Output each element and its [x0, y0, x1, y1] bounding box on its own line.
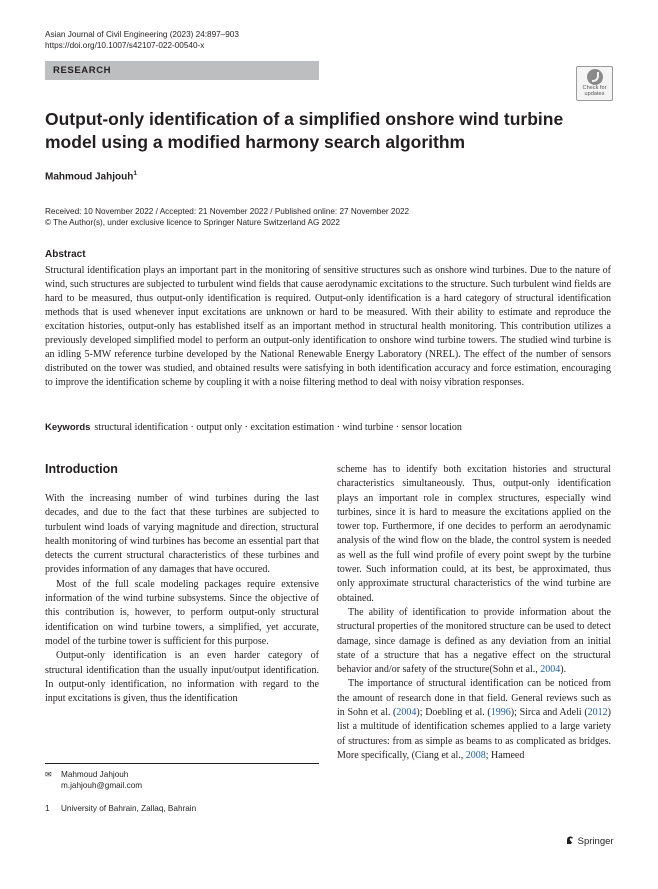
check-updates-line2: updates [584, 91, 605, 97]
intro-paragraph-1: With the increasing number of wind turbines during the last decades, and due to the fact that these turbines are subjected to turbulent wind loads of varying magnitude and direction, structural health monitoring of wind turbines has become an essential part that detects the current structural characteristics of these turbines and provides information of any damages that have occured. [45, 493, 319, 576]
keywords-label: Keywords [45, 422, 91, 433]
citation-link-sirca-2012[interactable]: 2012 [587, 707, 608, 719]
intro-paragraph-5 [337, 677, 611, 763]
affiliation-text: University of Bahrain, Zallaq, Bahrain [61, 804, 197, 813]
citation-link-doebling-1996[interactable]: 1996 [490, 707, 511, 719]
springer-horse-icon [565, 835, 575, 845]
keywords-list: structural identification · output only · excitation estimation · wind turbine · sensor location [94, 422, 462, 433]
left-column [45, 492, 319, 706]
corresponding-author-name: Mahmoud Jahjouh [61, 770, 129, 779]
author-line [45, 170, 137, 182]
intro-paragraph-3: Output-only identification is an even harder category of structural identification than the usually input/output identification. In output-only identification, no information with regard to the input excitations is given, thus the identification [45, 650, 319, 705]
check-for-updates-button[interactable] [576, 66, 613, 101]
abstract-text: Structural identification plays an important part in the monitoring of sensitive structures such as onshore wind turbines. Due to the nature of wind, such structures are subjected to turbulent wind fields that cause aerodynamic excitations to the structure. Such turbulent wind fields are hard to be measured, thus output-only identification is required. Output-only identification is a hard category of structural identification methods that is used whenever input excitations are unknown or hard to be measured. With their ability to estimate and reproduce the excitation histories, output-only has established itself as an important method in structural health monitoring. This contribution utilizes a previously developed simplified model to perform an output-only identification to onshore wind turbine towers. The studied wind turbine is an idling 5-MW reference turbine developed by the National Renewable Energy Laboratory (NREL). The effect of the number of sensors distributed on the tower was studied, and obtained results were satisfying in both identification accuracy and force estimation, encouraging to improve the identification scheme by coupling it with a noise filtering method to deal with noisy vibration responses. [45, 265, 611, 389]
citation-link-sohn-2004[interactable]: 2004 [540, 664, 561, 676]
corresponding-author [45, 769, 128, 780]
paragraph-4-end: ). [560, 664, 567, 676]
author-affil-sup: 1 [133, 170, 137, 177]
keywords-line [45, 422, 462, 433]
intro-paragraph-4 [337, 606, 611, 677]
paragraph-5-text-1: The importance of structural identification can be noticed from the amount of research done in that field. General reviews such as in Sohn et al. ( [337, 678, 611, 719]
check-updates-line1: Check for [582, 85, 607, 91]
paragraph-4-text: The ability of identification to provide information about the structural properties of the monitored structure can be used to detect damage, since damage is defined as any deviation from an initial state of a structure that has a negative effect on the structural behavior and/or safety of the structure(Sohn et al., [337, 606, 611, 676]
history-dates: Received: 10 November 2022 / Accepted: 21 November 2022 / Published online: 27 November 2022 [45, 207, 410, 216]
section-label: RESEARCH [53, 65, 112, 76]
abstract-heading: Abstract [45, 249, 86, 260]
paragraph-5-text-4: ) list a multitude of identification schemes applied to a large variety of structures: from as simple as beams to as complicated as bridges. More specifically, (Ciang et al., [337, 707, 612, 761]
paragraph-5-text-3: ); Sirca and Adeli ( [510, 707, 588, 719]
affiliation-number: 1 [45, 804, 50, 813]
section-band [45, 61, 319, 80]
paragraph-5-text-5: ; Hameed [485, 749, 525, 761]
citation-link-ciang-2008[interactable]: 2008 [465, 749, 486, 761]
citation-link-sohn-2004b[interactable]: 2004 [396, 707, 417, 719]
paragraph-5-text-2: ); Doebling et al. ( [416, 707, 491, 719]
publisher-logo [565, 835, 614, 847]
right-column [337, 463, 611, 763]
footnote-rule [45, 763, 319, 764]
journal-citation: Asian Journal of Civil Engineering (2023) 24:897–903 [45, 30, 239, 39]
copyright-line: © The Author(s), under exclusive licence to Springer Nature Switzerland AG 2022 [45, 218, 340, 227]
author-email[interactable]: m.jahjouh@gmail.com [61, 781, 143, 790]
intro-paragraph-2: Most of the full scale modeling packages require extensive information of the wind turbine subsystems. Since the objective of this contribution is, however, to perform output-only structural identification on wind turbine towers, a simplified, yet accurate, model of the turbine tower is sufficient for this purpose. [45, 578, 319, 647]
check-updates-icon [587, 69, 603, 85]
affiliation-footnote [45, 803, 196, 814]
publication-dates [45, 206, 409, 228]
publisher-name: Springer [577, 836, 614, 847]
intro-paragraph-3-continued: scheme has to identify both excitation histories and structural characteristics simultaneously. Thus, output-only identification plays an important role in complex structures, especially wind turbines, since it is hard to measure the excitations applied on the tower top. Furthermore, if one decides to perform an aerodynamic analysis of the wind flow on the blade, the control system is needed as well as the full wind profile of every point swept by the turbine tower. Such information could, at its best, be approximated, thus only approximate structural characteristics of the wind turbine are obtained. [337, 464, 611, 604]
introduction-heading: Introduction [45, 462, 118, 476]
article-title: Output-only identification of a simplified onshore wind turbine model using a modified harmony search algorithm [45, 109, 564, 152]
envelope-icon: ✉ [45, 770, 52, 779]
doi-link[interactable]: https://doi.org/10.1007/s42107-022-00540-x [45, 41, 205, 50]
author-name: Mahmoud Jahjouh [45, 171, 134, 183]
